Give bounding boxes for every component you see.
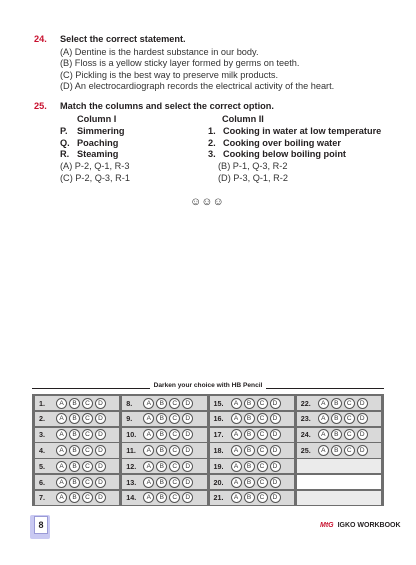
answer-row (210, 443, 294, 457)
match-table (60, 114, 416, 185)
answer-bubble-c[interactable]: C (169, 398, 180, 409)
answer-bubble-b[interactable]: B (69, 492, 80, 503)
bubble-group (231, 413, 281, 424)
answer-bubble-a[interactable]: A (56, 492, 67, 503)
answer-bubble-b[interactable]: B (244, 492, 255, 503)
answer-bubble-c[interactable]: C (169, 445, 180, 456)
answer-bubble-c[interactable]: C (257, 477, 268, 488)
bubble-group (143, 398, 193, 409)
answer-column (297, 396, 381, 505)
answer-row (210, 396, 294, 410)
option-b: (B) Floss is a yellow sticky layer formed by germs on teeth. (60, 58, 300, 69)
answer-number: 1. (39, 398, 45, 408)
row-text: Cooking in water at low temperature (223, 125, 382, 136)
option-a: (A) Dentine is the hardest substance in our body. (60, 46, 259, 57)
empty-answer-cell (297, 459, 381, 473)
answer-bubble-a[interactable]: A (318, 445, 329, 456)
answer-bubble-a[interactable]: A (56, 429, 67, 440)
bubble-group (56, 398, 106, 409)
answer-bubble-c[interactable]: C (257, 429, 268, 440)
answer-option-row (60, 173, 416, 185)
bubble-group (56, 445, 106, 456)
row-text: Steaming (77, 149, 119, 160)
answer-bubble-c[interactable]: C (257, 413, 268, 424)
bubble-group (231, 477, 281, 488)
match-header-row (60, 114, 416, 126)
bubble-group (143, 461, 193, 472)
answer-number: 15. (213, 398, 224, 408)
answer-bubble-b[interactable]: B (156, 413, 167, 424)
answer-number: 18. (213, 446, 224, 456)
match-row (60, 126, 416, 138)
answer-bubble-c[interactable]: C (169, 492, 180, 503)
answer-bubble-d[interactable]: D (357, 429, 368, 440)
answer-bubble-c[interactable]: C (82, 492, 93, 503)
answer-row (35, 396, 119, 410)
answer-bubble-c[interactable]: C (257, 445, 268, 456)
bubble-group (143, 477, 193, 488)
answer-number: 20. (213, 477, 224, 487)
answer-row (210, 412, 294, 426)
bubble-group (143, 413, 193, 424)
answer-row (35, 412, 119, 426)
answer-bubble-d[interactable]: D (182, 429, 193, 440)
answer-bubble-a[interactable]: A (56, 445, 67, 456)
answer-number: 17. (213, 430, 224, 440)
row-text: Poaching (77, 137, 119, 148)
answer-row (210, 491, 294, 505)
answer-bubble-a[interactable]: A (56, 398, 67, 409)
answer-sheet (32, 394, 384, 506)
answer-bubble-c[interactable]: C (344, 398, 355, 409)
answer-bubble-d[interactable]: D (182, 445, 193, 456)
answer-bubble-c[interactable]: C (82, 398, 93, 409)
answer-bubble-b[interactable]: B (244, 413, 255, 424)
answer-column (35, 396, 119, 505)
row-text: Cooking over boiling water (223, 137, 341, 148)
row-label: R. (60, 149, 70, 160)
answer-row (297, 443, 381, 457)
answer-row (122, 412, 206, 426)
answer-bubble-a[interactable]: A (143, 461, 154, 472)
answer-row (35, 443, 119, 457)
column-2-header: Column II (222, 114, 264, 124)
answer-number: 8. (126, 398, 133, 408)
option-d: (D) An electrocardiograph records the electrical activity of the heart. (60, 81, 335, 92)
answer-number: 14. (126, 493, 137, 503)
match-row (60, 138, 416, 150)
answer-bubble-d[interactable]: D (182, 492, 193, 503)
answer-bubble-b[interactable]: B (156, 492, 167, 503)
answer-bubble-d[interactable]: D (95, 477, 106, 488)
answer-number: 11. (126, 446, 136, 456)
answer-bubble-c[interactable]: C (169, 477, 180, 488)
answer-bubble-b[interactable]: B (331, 429, 342, 440)
answer-row (210, 428, 294, 442)
answer-number: 23. (300, 414, 311, 424)
answer-bubble-d[interactable]: D (270, 413, 281, 424)
answer-option-row (60, 161, 416, 173)
bubble-group (143, 445, 193, 456)
question-number: 25. (34, 101, 47, 111)
answer-row (35, 459, 119, 473)
bubble-group (318, 413, 368, 424)
answer-bubble-d[interactable]: D (182, 413, 193, 424)
answer-number: 24. (300, 430, 311, 440)
answer-bubble-a[interactable]: A (231, 477, 242, 488)
row-label: Q. (60, 137, 70, 148)
answer-bubble-a[interactable]: A (56, 477, 67, 488)
page-number: 8 (34, 516, 48, 534)
answer-bubble-d[interactable]: D (95, 461, 106, 472)
answer-number: 6. (39, 477, 45, 487)
answer-bubble-c[interactable]: C (169, 461, 180, 472)
answer-row (35, 475, 119, 489)
answer-bubble-d[interactable]: D (182, 461, 193, 472)
answer-row (297, 428, 381, 442)
answer-bubble-a[interactable]: A (231, 492, 242, 503)
answer-row (297, 412, 381, 426)
answer-number: 10. (126, 430, 137, 440)
answer-row (210, 459, 294, 473)
answer-number: 5. (39, 461, 45, 471)
answer-number: 13. (126, 477, 137, 487)
bubble-group (56, 429, 106, 440)
answer-row (122, 475, 206, 489)
bubble-group (318, 429, 368, 440)
row-label: 3. (208, 149, 216, 160)
bubble-group (56, 477, 106, 488)
answer-bubble-b[interactable]: B (244, 477, 255, 488)
answer-bubble-a[interactable]: A (231, 461, 242, 472)
answer-bubble-c[interactable]: C (82, 429, 93, 440)
answer-row (35, 428, 119, 442)
answer-bubble-d[interactable]: D (95, 413, 106, 424)
answer-bubble-c[interactable]: C (257, 461, 268, 472)
bubble-group (231, 398, 281, 409)
answer-bubble-c[interactable]: C (169, 429, 180, 440)
answer-bubble-d[interactable]: D (95, 398, 106, 409)
answer-row (297, 396, 381, 410)
workbook-title: IGKO WORKBOOK (337, 522, 401, 529)
bubble-group (56, 413, 106, 424)
bubble-group (231, 492, 281, 503)
row-label: 2. (208, 137, 216, 148)
answer-bubble-b[interactable]: B (331, 398, 342, 409)
answer-bubble-a[interactable]: A (56, 461, 67, 472)
answer-bubble-c[interactable]: C (82, 461, 93, 472)
answer-bubble-a[interactable]: A (231, 429, 242, 440)
answer-bubble-c[interactable]: C (344, 445, 355, 456)
answer-column (210, 396, 294, 505)
option-d: (D) P-3, Q-1, R-2 (218, 172, 288, 183)
answer-bubble-b[interactable]: B (331, 413, 342, 424)
answer-row (122, 491, 206, 505)
question-stem: Select the correct statement. (60, 34, 186, 44)
match-row (60, 149, 416, 161)
column-1-header: Column I (77, 114, 117, 124)
answer-column (122, 396, 206, 505)
answer-bubble-d[interactable]: D (270, 492, 281, 503)
answer-bubble-c[interactable]: C (169, 413, 180, 424)
answer-bubble-b[interactable]: B (331, 445, 342, 456)
answer-bubble-a[interactable]: A (231, 398, 242, 409)
answer-number: 9. (126, 414, 133, 424)
answer-bubble-b[interactable]: B (69, 429, 80, 440)
row-label: P. (60, 125, 68, 136)
answer-bubble-b[interactable]: B (69, 413, 80, 424)
answer-bubble-d[interactable]: D (270, 445, 281, 456)
answer-bubble-d[interactable]: D (270, 461, 281, 472)
answer-bubble-b[interactable]: B (156, 461, 167, 472)
answer-bubble-a[interactable]: A (318, 429, 329, 440)
answer-bubble-d[interactable]: D (357, 413, 368, 424)
bubble-group (143, 429, 193, 440)
answer-number: 4. (39, 446, 45, 456)
option-b: (B) P-1, Q-3, R-2 (218, 161, 288, 172)
option-c: (C) P-2, Q-3, R-1 (60, 172, 130, 183)
answer-number: 21. (213, 493, 224, 503)
answer-bubble-d[interactable]: D (95, 429, 106, 440)
answer-number: 7. (39, 493, 45, 503)
brand-logo: MtG (320, 522, 334, 529)
empty-answer-cell (297, 475, 381, 489)
answer-bubble-a[interactable]: A (143, 413, 154, 424)
question-stem: Match the columns and select the correct option. (60, 101, 274, 111)
row-text: Cooking below boiling point (223, 149, 346, 160)
answer-bubble-b[interactable]: B (156, 477, 167, 488)
bubble-group (231, 429, 281, 440)
answer-bubble-a[interactable]: A (143, 492, 154, 503)
answer-bubble-c[interactable]: C (82, 477, 93, 488)
answer-number: 2. (39, 414, 45, 424)
answer-row (210, 475, 294, 489)
row-label: 1. (208, 125, 216, 136)
bubble-group (143, 492, 193, 503)
answer-bubble-b[interactable]: B (69, 477, 80, 488)
bubble-group (231, 461, 281, 472)
answer-bubble-b[interactable]: B (244, 429, 255, 440)
footer (320, 522, 401, 529)
answer-row (122, 396, 206, 410)
answer-bubble-a[interactable]: A (143, 429, 154, 440)
answer-bubble-c[interactable]: C (344, 429, 355, 440)
answer-bubble-a[interactable]: A (318, 413, 329, 424)
answer-bubble-c[interactable]: C (82, 445, 93, 456)
answer-bubble-a[interactable]: A (231, 413, 242, 424)
answer-bubble-a[interactable]: A (231, 445, 242, 456)
answer-bubble-d[interactable]: D (95, 492, 106, 503)
answer-bubble-a[interactable]: A (143, 445, 154, 456)
bubble-group (231, 445, 281, 456)
answer-bubble-b[interactable]: B (156, 398, 167, 409)
answer-bubble-b[interactable]: B (69, 445, 80, 456)
bubble-group (318, 398, 368, 409)
answer-sheet-title (32, 382, 384, 394)
answer-bubble-d[interactable]: D (357, 398, 368, 409)
answer-bubble-b[interactable]: B (69, 461, 80, 472)
answer-bubble-c[interactable]: C (344, 413, 355, 424)
answer-bubble-c[interactable]: C (82, 413, 93, 424)
answer-bubble-b[interactable]: B (244, 445, 255, 456)
answer-bubble-b[interactable]: B (156, 429, 167, 440)
bubble-group (56, 461, 106, 472)
answer-bubble-b[interactable]: B (244, 461, 255, 472)
empty-answer-cell (297, 491, 381, 505)
option-c: (C) Pickling is the best way to preserve milk products. (60, 69, 279, 80)
answer-bubble-d[interactable]: D (95, 445, 106, 456)
answer-number: 25. (300, 446, 311, 456)
answer-row (122, 443, 206, 457)
answer-sheet-title-text: Darken your choice with HB Pencil (150, 382, 267, 389)
answer-bubble-d[interactable]: D (270, 398, 281, 409)
smiley-icons: ☺☺☺ (190, 196, 224, 208)
answer-bubble-b[interactable]: B (244, 398, 255, 409)
answer-bubble-b[interactable]: B (69, 398, 80, 409)
row-text: Simmering (77, 125, 125, 136)
answer-number: 3. (39, 430, 45, 440)
option-a: (A) P-2, Q-1, R-3 (60, 161, 130, 172)
bubble-group (318, 445, 368, 456)
answer-bubble-d[interactable]: D (182, 398, 193, 409)
answer-bubble-d[interactable]: D (270, 429, 281, 440)
answer-number: 19. (213, 461, 224, 471)
bubble-group (56, 492, 106, 503)
answer-row (122, 459, 206, 473)
answer-number: 22. (300, 398, 311, 408)
answer-row (35, 491, 119, 505)
answer-bubble-d[interactable]: D (357, 445, 368, 456)
answer-number: 12. (126, 461, 137, 471)
answer-bubble-a[interactable]: A (56, 413, 67, 424)
answer-bubble-d[interactable]: D (270, 477, 281, 488)
option-list (60, 47, 334, 93)
answer-row (122, 428, 206, 442)
answer-number: 16. (213, 414, 224, 424)
answer-bubble-a[interactable]: A (143, 477, 154, 488)
answer-bubble-c[interactable]: C (257, 492, 268, 503)
answer-bubble-a[interactable]: A (318, 398, 329, 409)
answer-bubble-a[interactable]: A (143, 398, 154, 409)
question-number: 24. (34, 34, 47, 44)
answer-bubble-c[interactable]: C (257, 398, 268, 409)
answer-bubble-b[interactable]: B (156, 445, 167, 456)
answer-bubble-d[interactable]: D (182, 477, 193, 488)
